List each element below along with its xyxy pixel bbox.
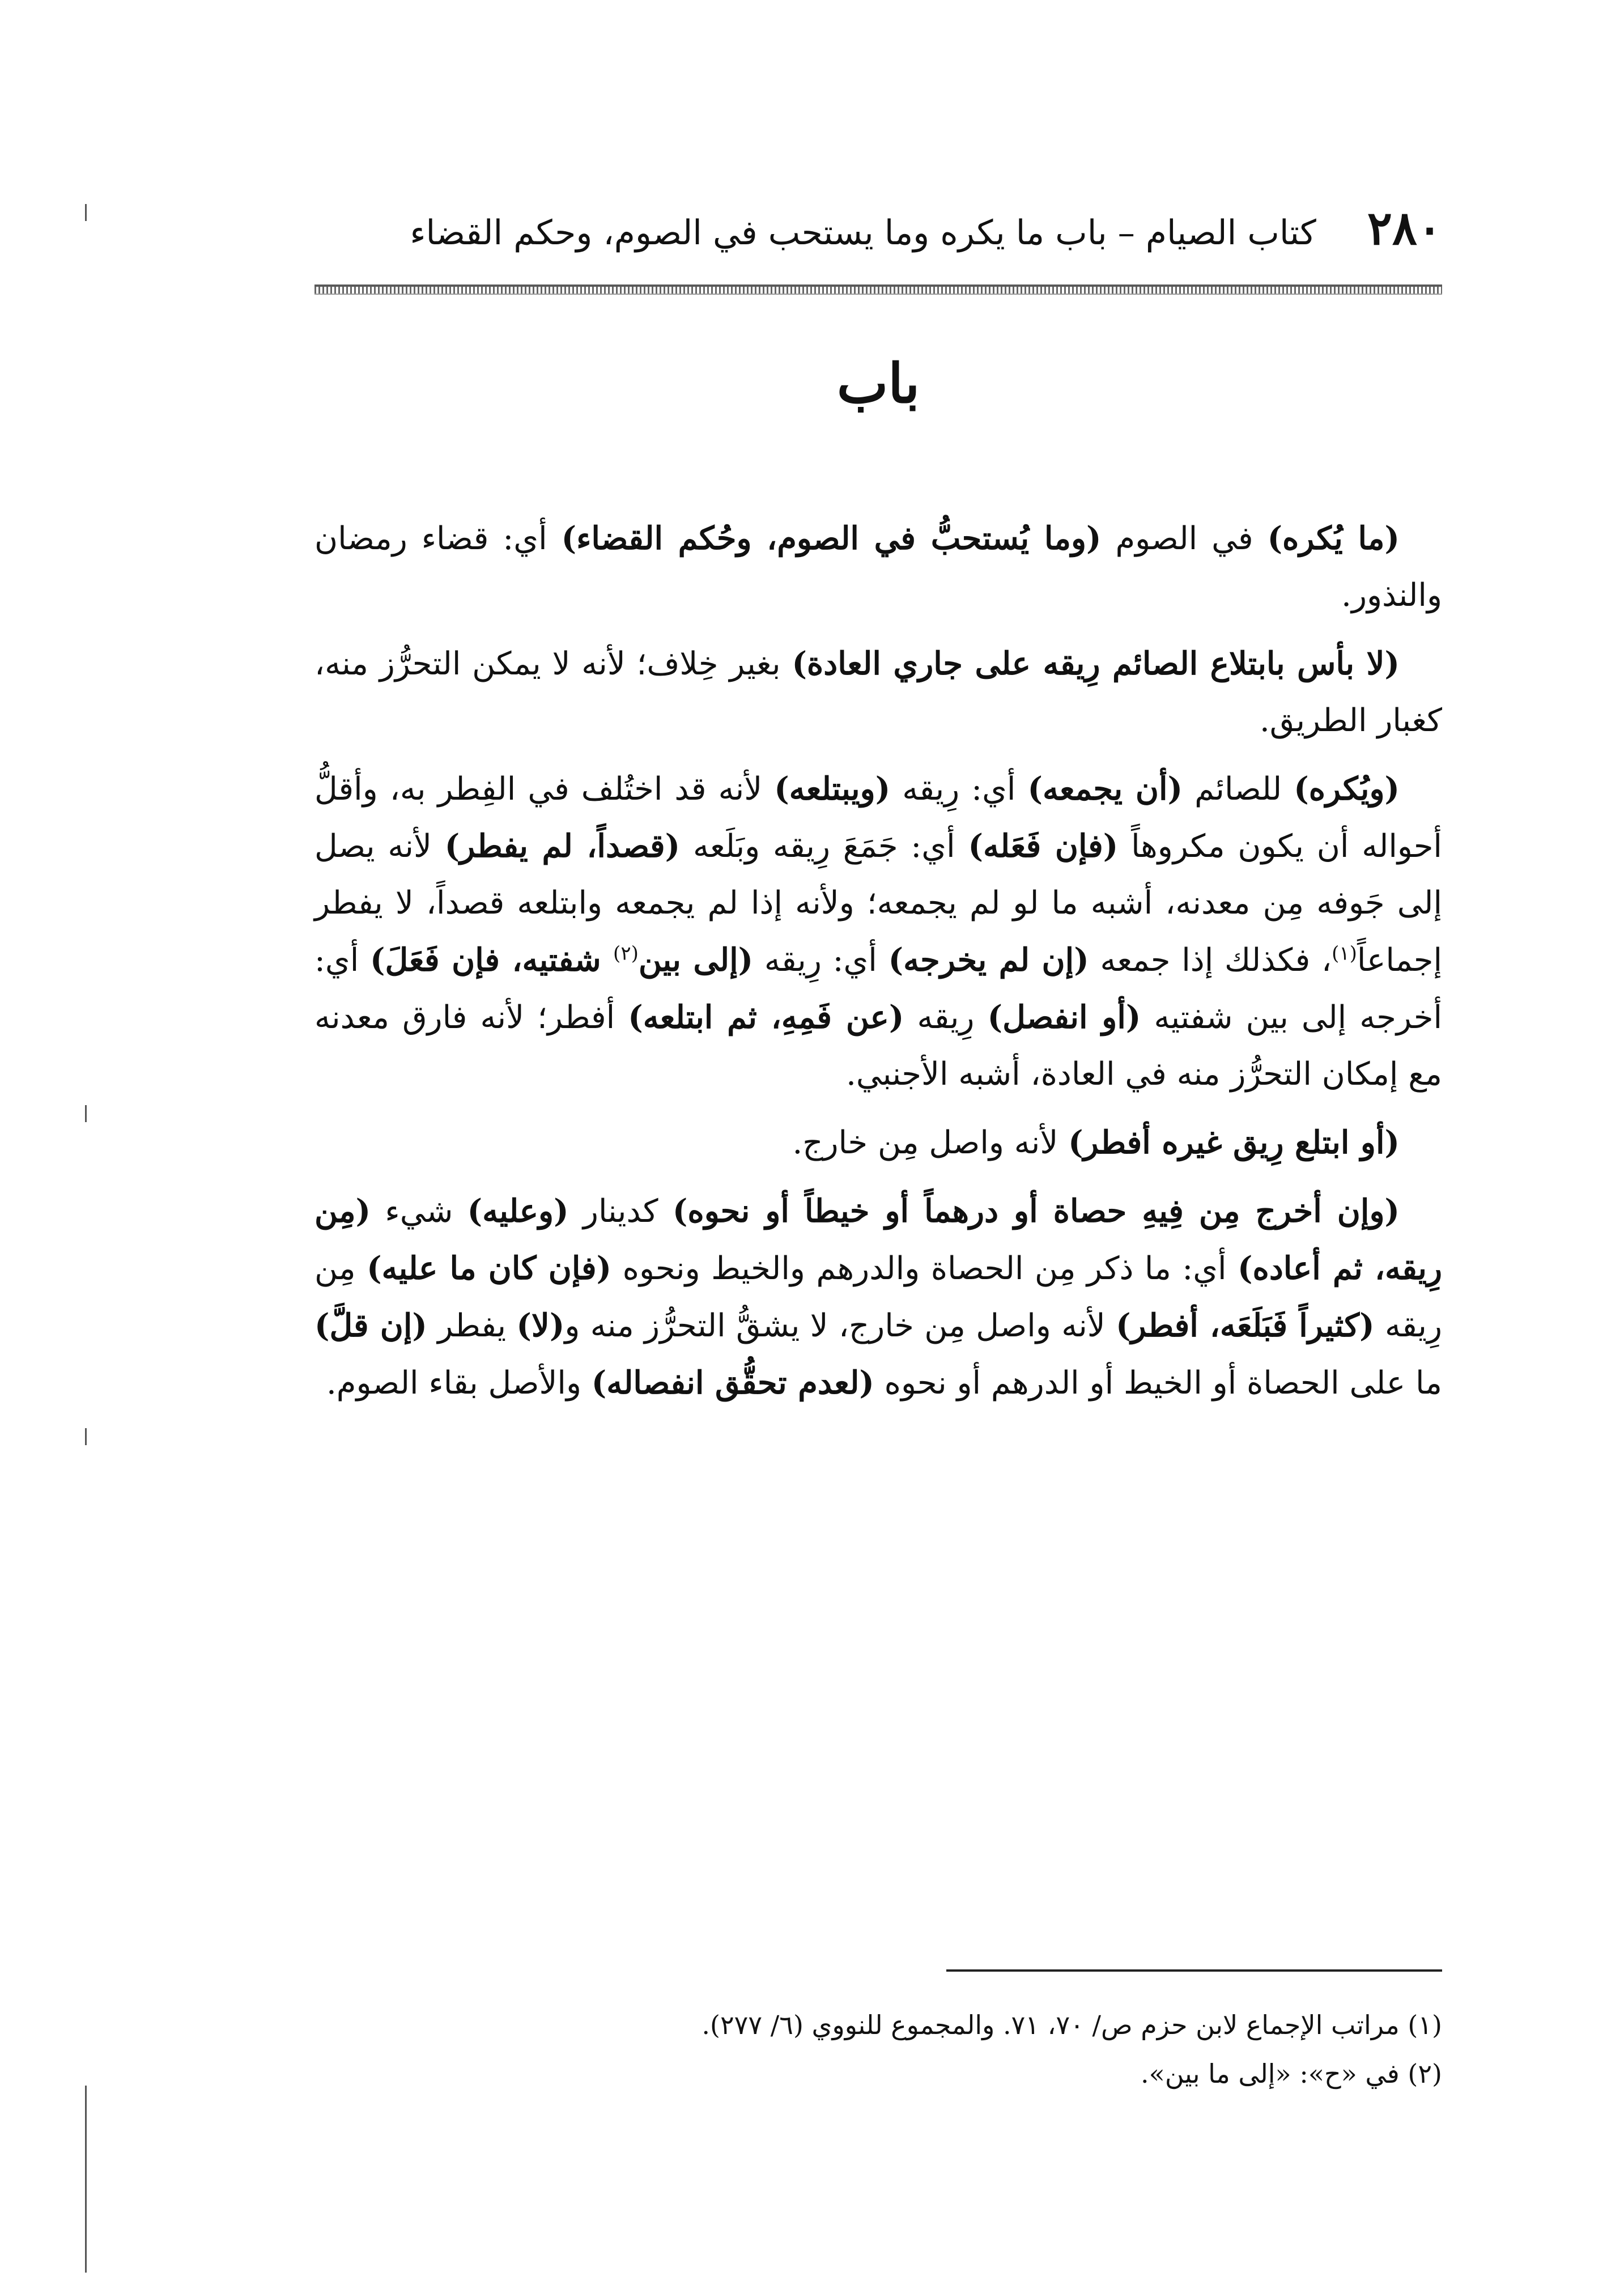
sharh-text: أي: ما ذكر مِن الحصاة والدرهم والخيط ونحوه (611, 1250, 1238, 1287)
sharh-text: لأنه واصل مِن خارج، لا يشقُّ التحرُّز منه و (564, 1307, 1116, 1344)
matn-text: (إلى بين (638, 941, 754, 979)
sharh-text: لأنه قد اختُلف في الفِطر به، وأقلُّ أحواله أن يكون مكروهاً (314, 771, 1442, 865)
header-divider (314, 284, 1442, 295)
matn-text: (إن قلَّ) (314, 1307, 427, 1344)
sharh-text: والأصل بقاء الصوم. (326, 1365, 592, 1402)
matn-text: (مِن رِيقه، ثم أعاده) (314, 1192, 1442, 1287)
sharh-text: أي: قضاء رمضان والنذور. (314, 520, 1442, 614)
matn-text: (قصداً، لم يفطر) (444, 827, 681, 865)
sharh-text: في الصوم (1101, 520, 1268, 557)
matn-text: (لا بأس بابتلاع الصائم رِيقه على جاري العادة) (792, 645, 1400, 682)
matn-text: (ويبتلعه) (774, 770, 891, 808)
matn-text: (فإن كان ما عليه) (367, 1250, 612, 1287)
page-number: ٢٨٠ (1367, 201, 1442, 256)
paragraph (314, 1114, 1442, 1171)
matn-text: (عن فَمِهِ، ثم ابتلعه) (628, 999, 904, 1036)
margin-mark (85, 204, 87, 221)
matn-text: (وعليه) (467, 1192, 569, 1230)
matn-text: (وإن أخرج مِن فِيهِ حصاة أو درهماً أو خيطاً أو نحوه) (672, 1192, 1400, 1230)
footnotes (314, 2001, 1442, 2098)
chapter-title: باب (836, 351, 920, 415)
sharh-text: ، فكذلك إذا جمعه (1089, 942, 1332, 979)
sharh-text: أفطر؛ لأنه فارق معدنه مع إمكان التحرُّز منه في العادة، أشبه الأجنبي. (314, 999, 1442, 1093)
matn-text: (ويُكره) (1294, 770, 1400, 808)
matn-text: شفتيه، فإن فَعَلَ) (369, 941, 614, 979)
matn-text: (لعدم تحقُّق انفصاله) (591, 1364, 874, 1402)
footnote-ref: (١) (1332, 942, 1357, 965)
margin-mark (85, 1428, 87, 1445)
sharh-text: للصائم (1183, 771, 1294, 808)
matn-text: (أن يجمعه) (1027, 770, 1183, 808)
paragraph (314, 761, 1442, 1103)
margin-mark (85, 1105, 87, 1122)
paragraph (314, 510, 1442, 624)
sharh-text: أي: أخرجه إلى بين شفتيه (314, 942, 1443, 1036)
matn-text: (وما يُستحبُّ في الصوم، وحُكم القضاء) (561, 520, 1102, 557)
footnote-ref: (٢) (613, 942, 639, 965)
sharh-text: أي: رِيقه (753, 942, 888, 979)
margin-mark (85, 2086, 87, 2273)
footnote-divider (946, 1969, 1442, 1972)
matn-text: (فإن فَعَله) (968, 827, 1119, 865)
sharh-text: لأنه واصل مِن خارج. (792, 1124, 1069, 1161)
sharh-text: يفطر (427, 1307, 517, 1344)
sharh-text: أي: رِيقه (890, 771, 1028, 808)
body-text (314, 510, 1442, 1423)
paragraph (314, 635, 1442, 749)
matn-text: (لا) (516, 1307, 565, 1344)
footnote-2: (٢) في «ح»: «إلى ما بين». (1141, 2058, 1442, 2089)
running-title: كتاب الصيام – باب ما يكره وما يستحب في الصوم، وحكم القضاء (410, 213, 1316, 253)
matn-text: (كثيراً فَبَلَعَه، أفطر) (1116, 1307, 1375, 1344)
sharh-text: لأنه يصل إلى جَوفه مِن معدنه، أشبه ما لو لم يجمعه؛ ولأنه إذا لم يجمعه وابتلعه قصداً، لا يفطر إجماعاً (314, 828, 1443, 979)
sharh-text: بغير خِلاف؛ لأنه لا يمكن التحرُّز منه، كغبار الطريق. (314, 646, 1442, 739)
matn-text: (إن لم يخرجه) (888, 941, 1089, 979)
matn-text: (أو انفصل) (987, 999, 1141, 1036)
paragraph (314, 1183, 1442, 1412)
sharh-text: رِيقه (904, 999, 988, 1036)
matn-text: (أو ابتلع رِيق غيره أفطر) (1068, 1124, 1400, 1161)
sharh-text: ما على الحصاة أو الخيط أو الدرهم أو نحوه (874, 1365, 1442, 1402)
sharh-text: شيء (371, 1193, 467, 1230)
sharh-text: أي: جَمَعَ رِيقه وبَلَعه (680, 828, 968, 865)
footnote-1: (١) مراتب الإجماع لابن حزم ص/ ٧٠، ٧١. والمجموع للنووي (٦/ ٢٧٧). (702, 2010, 1442, 2040)
sharh-text: كدينار (568, 1193, 673, 1230)
running-header (314, 201, 1442, 256)
sharh-text: مِن رِيقه (314, 1250, 1443, 1344)
matn-text: (ما يُكره) (1267, 520, 1400, 557)
